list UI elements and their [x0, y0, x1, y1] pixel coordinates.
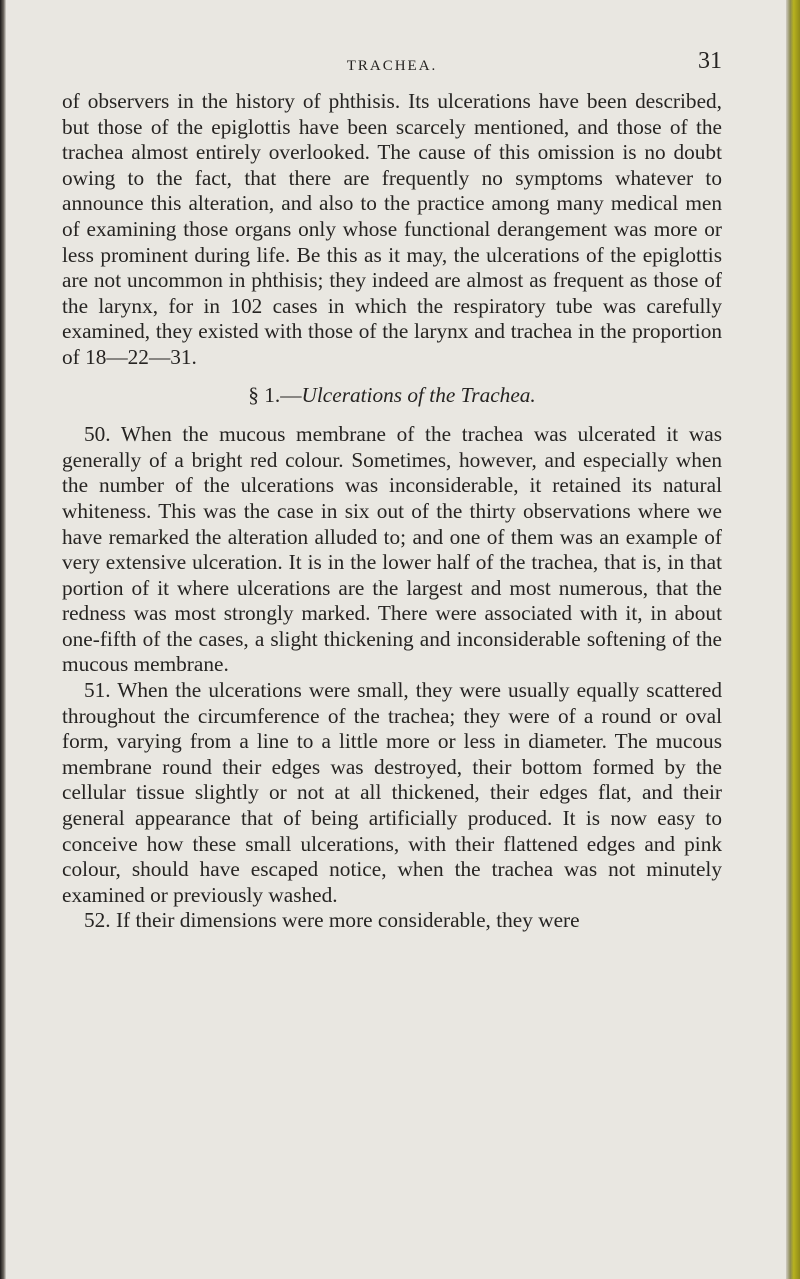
running-head: TRACHEA. [346, 58, 438, 74]
page-edge-left [0, 0, 6, 1279]
page-header [62, 48, 722, 88]
paragraph-50: 50. When the mucous membrane of the trachea was ulcerated it was generally of a bright red colour. Sometimes, however, and especially when the number of the ulcerations was inconsiderable, it retained its natural whiteness. This was the case in six out of the thirty observations where we have remarked the alteration alluded to; and one of them was an example of very extensive ulceration. It is in the lower half of the trachea, that is, in that portion of it where ulcerations are the largest and most numerous, that the redness was most strongly marked. There were associated with it, in about one-fifth of the cases, a slight thickening and inconsiderable softening of the mucous membrane. [62, 422, 722, 677]
section-heading [62, 383, 722, 409]
section-title: Ulcerations of the Trachea. [301, 382, 536, 407]
page-number: 31 [698, 48, 722, 74]
paragraph-51: 51. When the ulcerations were small, they were usually equally scattered throughout the circumference of the trachea; they were of a round or oval form, varying from a line to a little more or less in diameter. The mucous membrane round their edges was destroyed, their bottom formed by the cellular tissue slightly or not at all thickened, their edges flat, and their general appearance that of being artificially produced. It is now easy to conceive how these small ulcerations, with their flattened edges and pink colour, should have escaped notice, when the trachea was not minutely examined or previously washed. [62, 678, 722, 907]
paragraph-continued: of observers in the history of phthisis. Its ulcerations have been described, but those of the epiglottis have been scarcely mentioned, and those of the trachea almost entirely overlooked. The cause of this omission is no doubt owing to the fact, that there are frequently no symptoms whatever to announce this alteration, and also to the practice among many medical men of examining those organs only whose functional derangement was more or less prominent during life. Be this as it may, the ulcerations of the epiglottis are not uncommon in phthisis; they indeed are almost as frequent as those of the larynx, for in 102 cases in which the respiratory tube was carefully examined, they existed with those of the larynx and trachea in the proportion of 18—22—31. [62, 89, 722, 369]
section-prefix: § 1.— [248, 382, 302, 407]
body-text [62, 89, 722, 934]
paragraph-52: 52. If their dimensions were more considerable, they were [84, 908, 580, 933]
page-edge-right [786, 0, 800, 1279]
